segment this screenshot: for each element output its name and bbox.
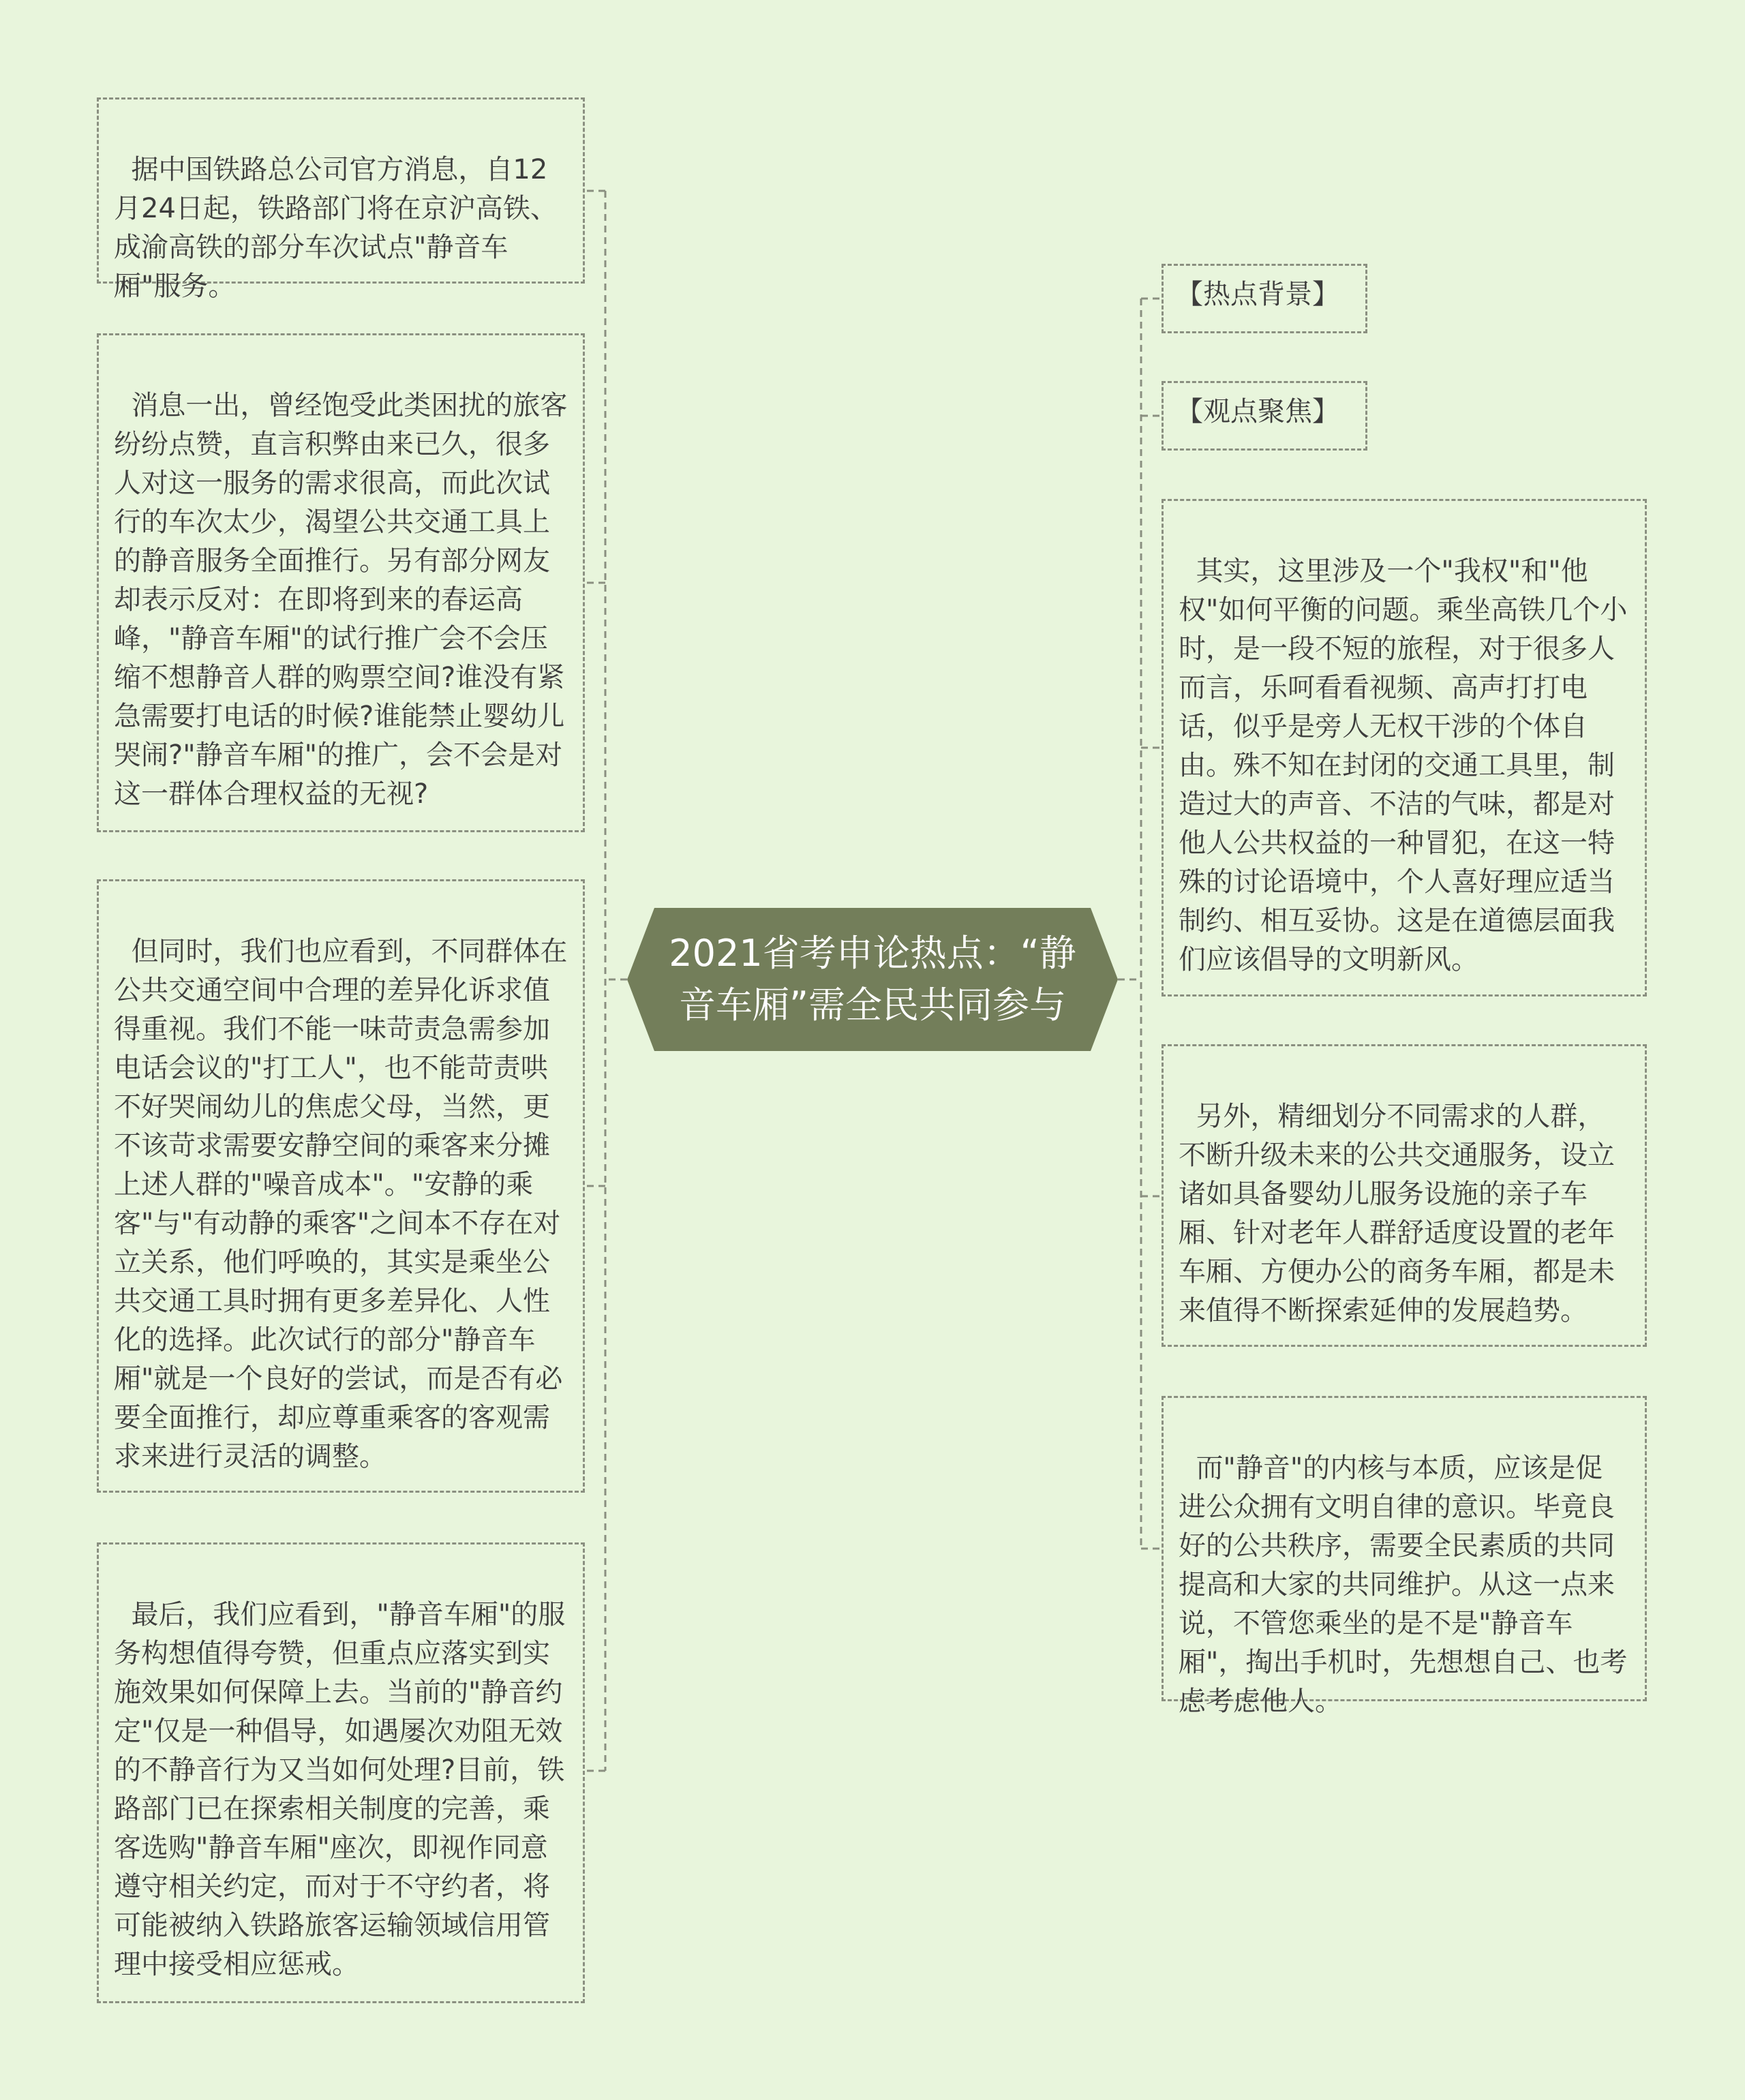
left-node-4[interactable]: [97, 1542, 585, 2003]
right-node-hot-background[interactable]: [1162, 264, 1367, 333]
right-node-3-text: 其实，这里涉及一个"我权"和"他权"如何平衡的问题。乘坐高铁几个小时，是一段不短的旅程，对于很多人而言，乐呵看看视频、高声打打电话，似乎是旁人无权干涉的个体自由。殊不知在封闭的交通工具里，制造过大的声音、不洁的气味，都是对他人公共权益的一种冒犯，在这一特殊的讨论语境中，个人喜好理应适当制约、相互妥协。这是在道德层面我们应该倡导的文明新风。: [1179, 556, 1628, 975]
right-node-viewpoint-focus-text: 【观点聚焦】: [1176, 396, 1339, 427]
left-node-3-text: 但同时，我们也应看到，不同群体在公共交通空间中合理的差异化诉求值得重视。我们不能一味苛责急需参加电话会议的"打工人"，也不能苛责哄不好哭闹幼儿的焦虑父母，当然，更不该苛求需要安静空间的乘客来分摊上述人群的"噪音成本"。"安静的乘客"与"有动静的乘客"之间本不存在对立关系，他们呼唤的，其实是乘坐公共交通工具时拥有更多差异化、人性化的选择。此次试行的部分"静音车厢"就是一个良好的尝试，而是否有必要全面推行，却应尊重乘客的客观需求来进行灵活的调整。: [114, 936, 568, 1472]
right-node-hot-background-text: 【热点背景】: [1176, 279, 1339, 310]
right-node-5-text: 而"静音"的内核与本质，应该是促进公众拥有文明自律的意识。毕竟良好的公共秩序，需要全民素质的共同提高和大家的共同维护。从这一点来说，不管您乘坐的是不是"静音车厢"，掏出手机时，先想想自己、也考虑考虑他人。: [1179, 1452, 1628, 1717]
right-node-5[interactable]: [1162, 1396, 1647, 1717]
right-node-viewpoint-focus[interactable]: [1162, 381, 1367, 451]
left-node-2[interactable]: [97, 333, 585, 832]
left-node-3[interactable]: [97, 879, 585, 1493]
left-node-1-text: 据中国铁路总公司官方消息，自12月24日起，铁路部门将在京沪高铁、成渝高铁的部分车次试点"静音车厢"服务。: [114, 154, 558, 302]
central-topic-title: 2021省考申论热点：“静音车厢”需全民共同参与: [669, 932, 1076, 1026]
central-topic[interactable]: [627, 908, 1118, 1051]
left-node-1[interactable]: [97, 97, 585, 302]
left-node-4-text: 最后，我们应看到，"静音车厢"的服务构想值得夸赞，但重点应落实到实施效果如何保障上去。当前的"静音约定"仅是一种倡导，如遇屡次劝阻无效的不静音行为又当如何处理?目前，铁路部门已在探索相关制度的完善，乘客选购"静音车厢"座次，即视作同意遵守相关约定，而对于不守约者，将可能被纳入铁路旅客运输领域信用管理中接受相应惩戒。: [114, 1599, 566, 1980]
right-node-3[interactable]: [1162, 499, 1647, 996]
right-node-4[interactable]: [1162, 1044, 1647, 1347]
left-node-2-text: 消息一出，曾经饱受此类困扰的旅客纷纷点赞，直言积弊由来已久，很多人对这一服务的需求很高，而此次试行的车次太少，渴望公共交通工具上的静音服务全面推行。另有部分网友却表示反对：在即将到来的春运高峰，"静音车厢"的试行推广会不会压缩不想静音人群的购票空间?谁没有紧急需要打电话的时候?谁能禁止婴幼儿哭闹?"静音车厢"的推广，会不会是对这一群体合理权益的无视?: [114, 390, 568, 810]
right-node-4-text: 另外，精细划分不同需求的人群，不断升级未来的公共交通服务，设立诸如具备婴幼儿服务设施的亲子车厢、针对老年人群舒适度设置的老年车厢、方便办公的商务车厢，都是未来值得不断探索延伸的发展趋势。: [1179, 1101, 1615, 1326]
